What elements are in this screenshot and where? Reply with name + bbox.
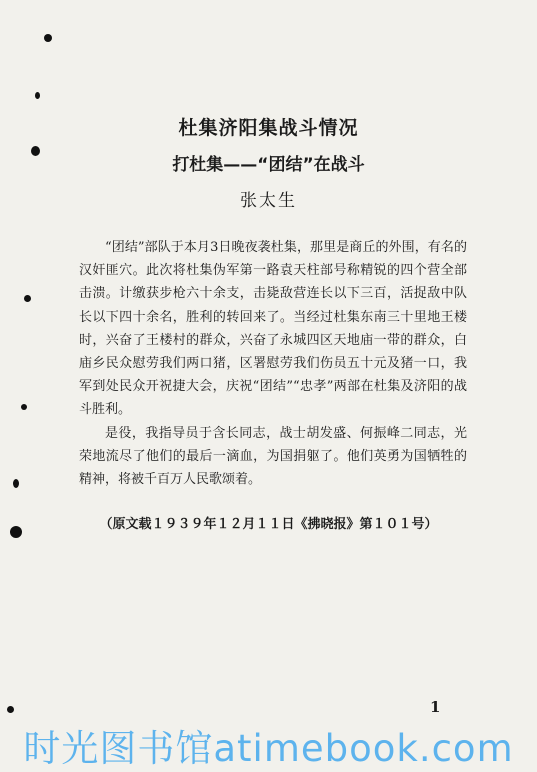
binding-hole-mark	[24, 295, 31, 302]
binding-hole-mark	[21, 404, 27, 410]
page-number: 1	[430, 698, 441, 716]
binding-hole-mark	[44, 34, 52, 42]
binding-hole-mark	[7, 706, 14, 713]
article-subtitle: 打杜集——“团结”在战斗	[172, 155, 365, 175]
article-body	[79, 236, 467, 491]
watermark-text: 时光图书馆atimebook.com	[23, 727, 514, 770]
binding-hole-mark	[13, 479, 19, 488]
binding-hole-mark	[35, 92, 40, 99]
source-note: （原文载１９３９年１２月１１日《拂晓报》第１０１号）	[99, 517, 438, 532]
article-author: 张太生	[240, 191, 297, 211]
body-paragraph: 是役，我指导员于含长同志，战士胡发盛、何振峰二同志，光荣地流尽了他们的最后一滴血，为国捐躯了。他们英勇为国牺牲的精神，将被千百万人民歌颂着。	[79, 425, 467, 488]
body-paragraph: “团结”部队于本月3日晚夜袭杜集，那里是商丘的外围，有名的汉奸匪穴。此次将杜集伪军第一路袁天柱部号称精锐的四个营全部击溃。计缴获步枪六十余支，击毙敌营连长以下三百，活捉敌中队长以下四十余名，胜利的转回来了。当经过杜集东南三十里地王楼时，兴奋了王楼村的群众，兴奋了永城四区天地庙一带的群众，白庙乡民众慰劳我们两口猪，区署慰劳我们伤员五十元及猪一口，我军到处民众开祝捷大会，庆祝“团结”“忠孝”两部在杜集及济阳的战斗胜利。	[79, 240, 467, 418]
article-title: 杜集济阳集战斗情况	[178, 117, 359, 139]
